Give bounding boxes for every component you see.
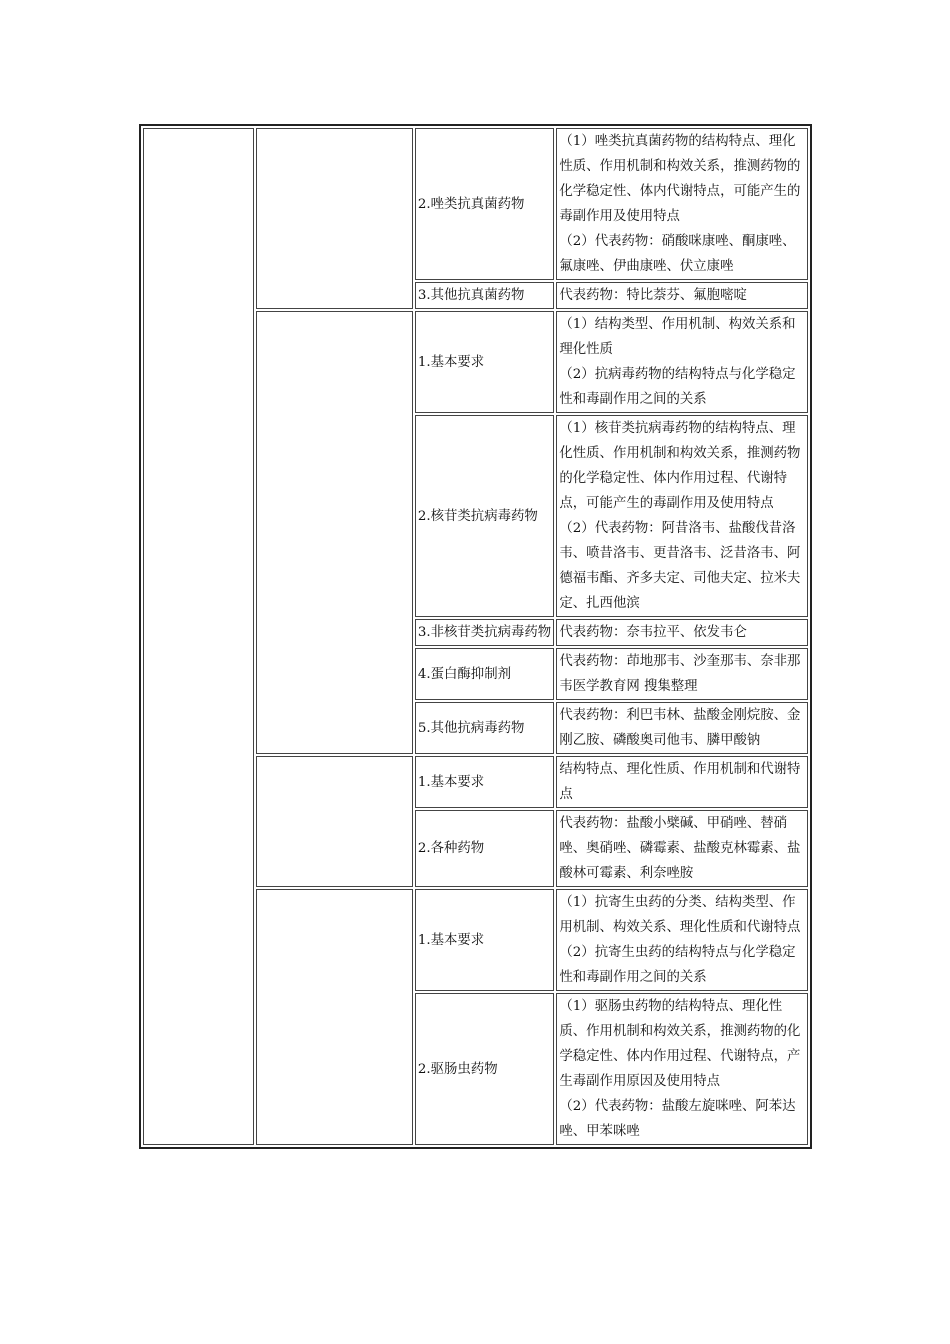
content-line: （2）代表药物：盐酸左旋咪唑、阿苯达唑、甲苯咪唑 bbox=[559, 1099, 796, 1139]
subtopic-cell: 3.非核苷类抗病毒药物 bbox=[415, 619, 555, 646]
content-line: （2）抗病毒药物的结构特点与化学稳定性和毒副作用之间的关系 bbox=[559, 367, 796, 407]
table-row bbox=[143, 128, 808, 280]
subtopic-cell: 2.各种药物 bbox=[415, 810, 555, 887]
blank-column-cell bbox=[143, 128, 254, 1145]
content-line: 代表药物：利巴韦林、盐酸金刚烷胺、金刚乙胺、磷酸奥司他韦、膦甲酸钠 bbox=[559, 708, 801, 748]
content-line: 代表药物：特比萘芬、氟胞嘧啶 bbox=[559, 288, 747, 303]
content-line: （1）驱肠虫药物的结构特点、理化性质、作用机制和构效关系，推测药物的化学稳定性、体内作用过程、代谢特点，产生毒副作用原因及使用特点 bbox=[559, 999, 801, 1089]
content-cell bbox=[556, 756, 808, 808]
subtopic-cell: 2.驱肠虫药物 bbox=[415, 993, 555, 1145]
content-cell bbox=[556, 128, 808, 280]
content-line: （2）抗寄生虫药的结构特点与化学稳定性和毒副作用之间的关系 bbox=[559, 945, 796, 985]
blank-category-cell bbox=[256, 128, 413, 309]
content-line: 代表药物：茚地那韦、沙奎那韦、奈非那韦医学教育网 搜集整理 bbox=[559, 654, 801, 694]
subtopic-cell: 1.基本要求 bbox=[415, 311, 555, 413]
subtopic-cell: 2.唑类抗真菌药物 bbox=[415, 128, 555, 280]
content-cell bbox=[556, 889, 808, 991]
subtopic-cell: 1.基本要求 bbox=[415, 756, 555, 808]
content-cell bbox=[556, 311, 808, 413]
category-cell bbox=[256, 889, 413, 1145]
content-cell bbox=[556, 810, 808, 887]
subtopic-cell: 2.核苷类抗病毒药物 bbox=[415, 415, 555, 617]
content-line: （1）结构类型、作用机制、构效关系和理化性质 bbox=[559, 317, 796, 357]
content-cell bbox=[556, 648, 808, 700]
content-line: （2）代表药物：阿昔洛韦、盐酸伐昔洛韦、喷昔洛韦、更昔洛韦、泛昔洛韦、阿德福韦酯、齐多夫定、司他夫定、拉米夫定、扎西他滨 bbox=[559, 521, 801, 611]
content-cell bbox=[556, 619, 808, 646]
subtopic-cell: 4.蛋白酶抑制剂 bbox=[415, 648, 555, 700]
content-line: 结构特点、理化性质、作用机制和代谢特点 bbox=[559, 762, 801, 802]
content-line: （1）唑类抗真菌药物的结构特点、理化性质、作用机制和构效关系，推测药物的化学稳定性、体内代谢特点，可能产生的毒副作用及使用特点 bbox=[559, 134, 801, 224]
category-cell bbox=[256, 311, 413, 754]
syllabus-table bbox=[139, 124, 812, 1149]
content-cell bbox=[556, 702, 808, 754]
content-cell bbox=[556, 415, 808, 617]
content-line: （2）代表药物：硝酸咪康唑、酮康唑、氟康唑、伊曲康唑、伏立康唑 bbox=[559, 234, 796, 274]
content-cell bbox=[556, 993, 808, 1145]
content-line: 代表药物：盐酸小檗碱、甲硝唑、替硝唑、奥硝唑、磷霉素、盐酸克林霉素、盐酸林可霉素、利奈唑胺 bbox=[559, 816, 801, 881]
content-line: （1）抗寄生虫药的分类、结构类型、作用机制、构效关系、理化性质和代谢特点 bbox=[559, 895, 801, 935]
content-line: （1）核苷类抗病毒药物的结构特点、理化性质、作用机制和构效关系，推测药物的化学稳定性、体内作用过程、代谢特点，可能产生的毒副作用及使用特点 bbox=[559, 421, 801, 511]
subtopic-cell: 5.其他抗病毒药物 bbox=[415, 702, 555, 754]
category-cell bbox=[256, 756, 413, 887]
content-cell bbox=[556, 282, 808, 309]
subtopic-cell: 1.基本要求 bbox=[415, 889, 555, 991]
content-line: 代表药物：奈韦拉平、依发韦仑 bbox=[559, 625, 747, 640]
subtopic-cell: 3.其他抗真菌药物 bbox=[415, 282, 555, 309]
